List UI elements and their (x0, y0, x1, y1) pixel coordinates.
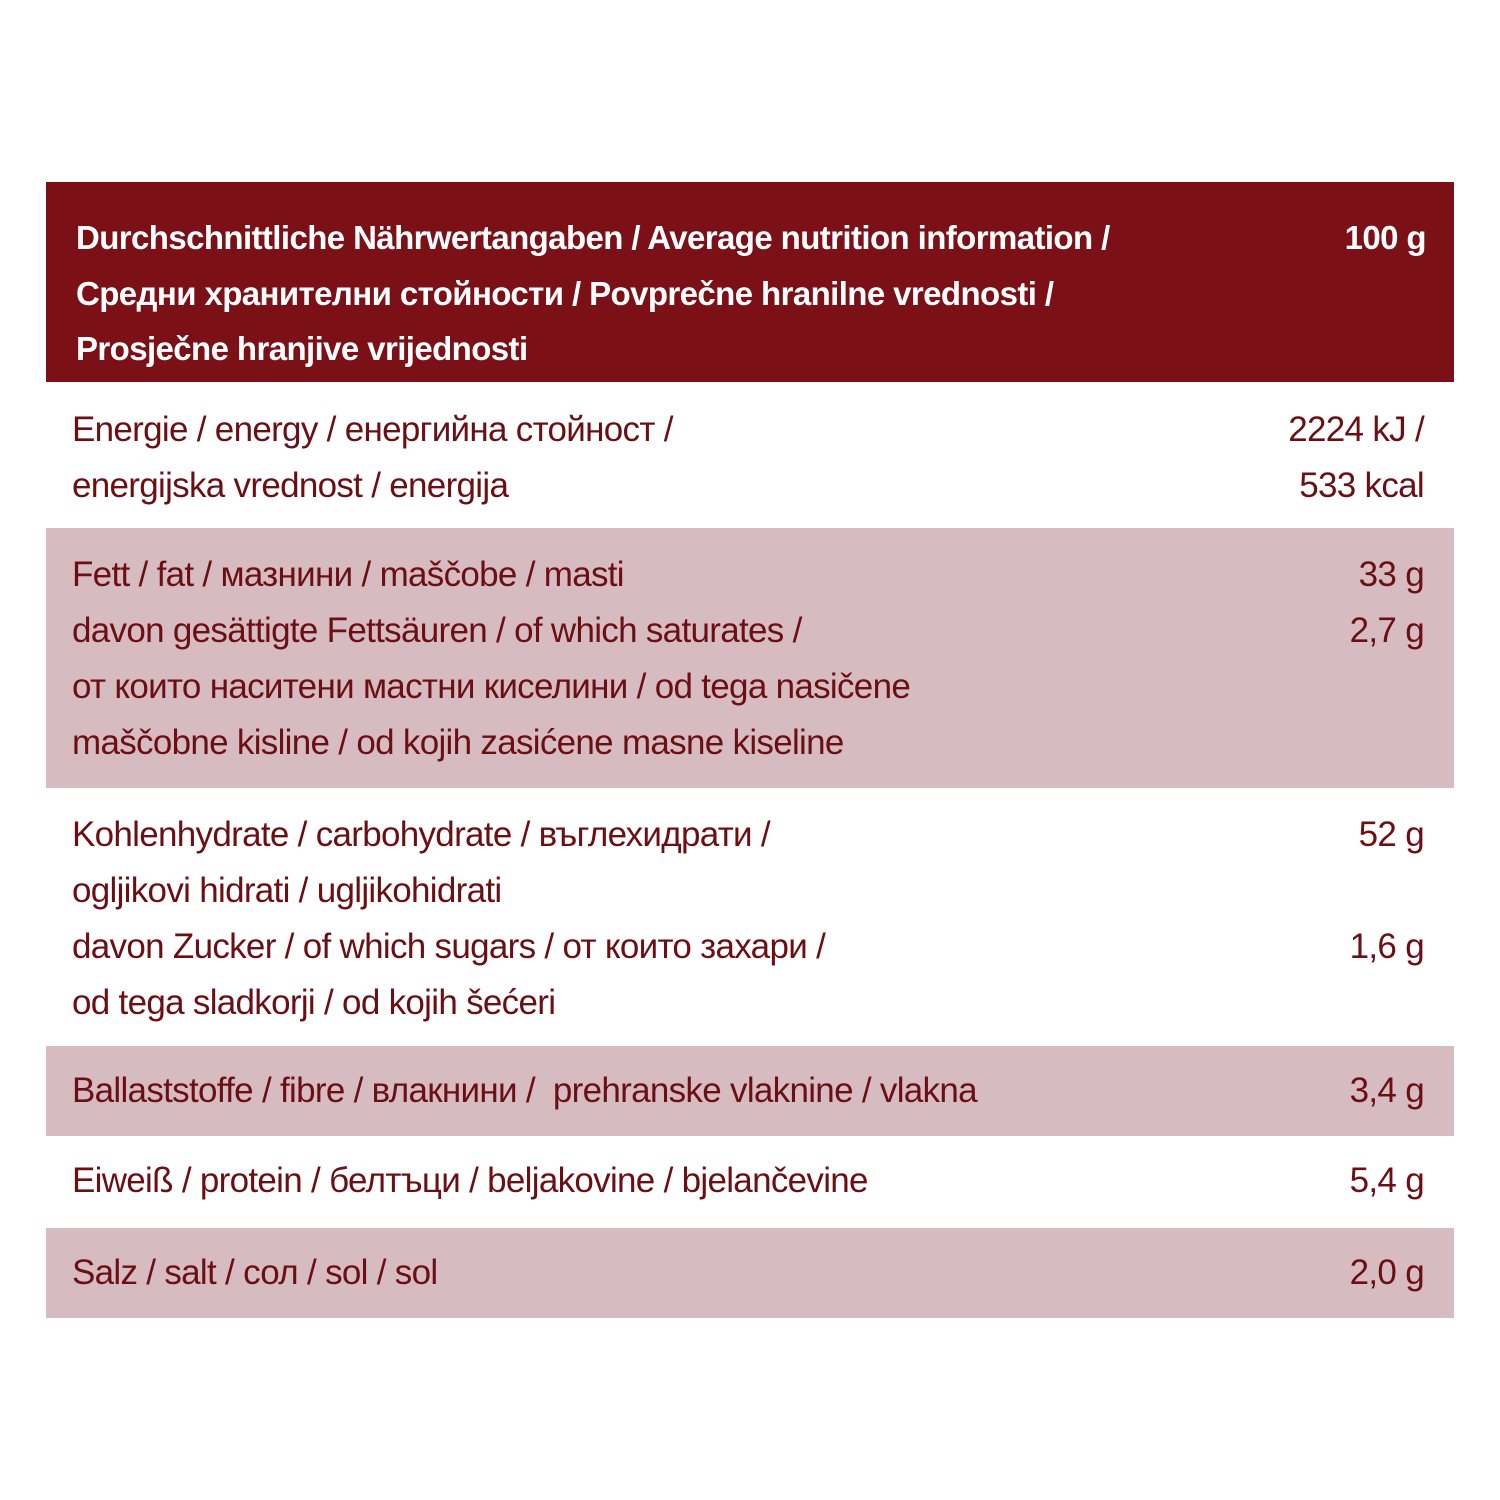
value-line: 533 kcal (1299, 466, 1424, 505)
row-value (1350, 807, 1424, 1046)
row-value (1350, 1063, 1424, 1136)
label-line: Ballaststoffe / fibre / влакнини / prehranske vlaknine / vlakna (72, 1071, 977, 1110)
header-title-line: Средни хранителни стойности / Povprečne hranilne vrednosti / (76, 274, 1054, 312)
row-salt (46, 1228, 1454, 1318)
header-title (76, 210, 1110, 382)
label-line: Salz / salt / сол / sol / sol (72, 1253, 438, 1292)
label-line: ogljikovi hidrati / ugljikohidrati (72, 871, 502, 910)
value-line: 1,6 g (1349, 927, 1424, 966)
label-line: Kohlenhydrate / carbohydrate / въглехидрати / (72, 815, 770, 854)
row-energy (46, 382, 1454, 528)
nutrition-table (46, 182, 1454, 1318)
header-title-line: Durchschnittliche Nährwertangaben / Average nutrition information / (76, 219, 1110, 256)
label-line: od tega sladkorji / od kojih šećeri (72, 983, 556, 1022)
row-label (72, 1153, 868, 1228)
label-line: Eiweiß / protein / белтъци / beljakovine / bjelančevine (72, 1161, 868, 1200)
row-label (72, 1063, 977, 1136)
row-fat (46, 528, 1454, 788)
row-label (72, 402, 673, 528)
value-line: 3,4 g (1349, 1071, 1424, 1110)
value-line: 52 g (1358, 815, 1424, 854)
header-per-amount: 100 g (1344, 219, 1426, 256)
value-line: 33 g (1358, 555, 1424, 594)
row-value (1350, 1245, 1424, 1318)
label-line: energijska vrednost / energija (72, 466, 509, 505)
row-value (1350, 547, 1424, 788)
label-line: davon Zucker / of which sugars / от които захари / (72, 927, 826, 966)
row-carbohydrate (46, 788, 1454, 1046)
table-header (46, 182, 1454, 382)
label-line: Fett / fat / мазнини / maščobe / masti (72, 555, 624, 594)
label-line: Energie / energy / енергийна стойност / (72, 410, 673, 449)
row-value (1350, 1153, 1424, 1228)
header-title-line: Prosječne hranjive vrijednosti (76, 330, 528, 367)
row-value (1288, 402, 1424, 528)
row-protein (46, 1136, 1454, 1228)
label-line: davon gesättigte Fettsäuren / of which saturates / (72, 611, 802, 650)
label-line: от които наситени мастни киселини / od tega nasičene (72, 667, 911, 706)
row-label (72, 1245, 437, 1318)
value-line: 2,0 g (1349, 1253, 1424, 1292)
value-line: 2224 kJ / (1288, 410, 1424, 449)
row-label (72, 807, 825, 1046)
label-line: maščobne kisline / od kojih zasićene masne kiseline (72, 723, 844, 762)
row-label (72, 547, 910, 788)
value-line: 5,4 g (1349, 1161, 1424, 1200)
row-fibre (46, 1046, 1454, 1136)
value-line: 2,7 g (1349, 611, 1424, 650)
value-line (1350, 863, 1424, 919)
